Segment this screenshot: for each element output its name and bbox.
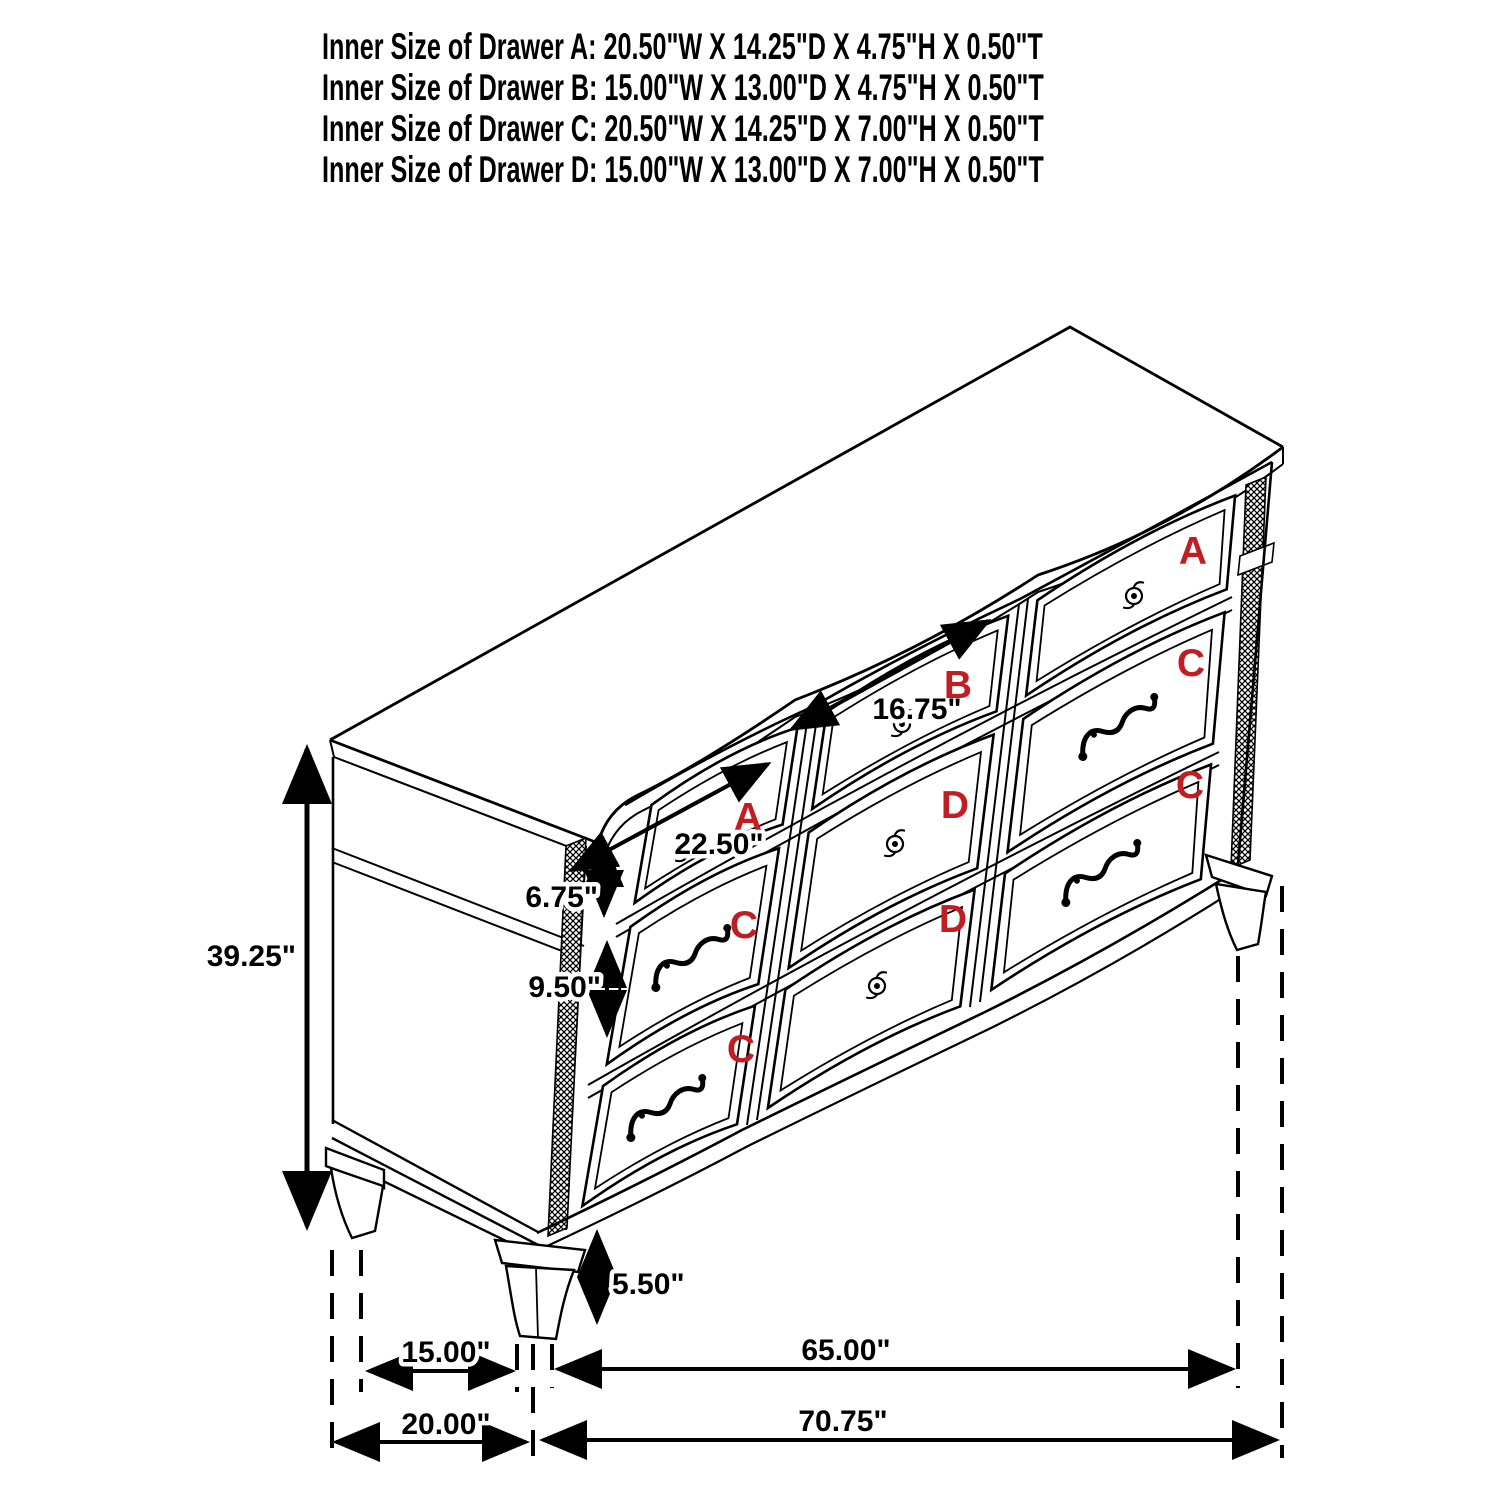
drawer-a-width-label: 22.50" — [674, 828, 764, 861]
label-left-bottom: C — [726, 1028, 756, 1071]
projection-lines — [332, 886, 1282, 1460]
right-pilaster — [1231, 477, 1266, 868]
overall-width-label: 70.75" — [798, 1405, 888, 1438]
label-middle-bottom: D — [938, 898, 968, 941]
front-leg-spacing-label: 65.00" — [801, 1334, 891, 1367]
tabletop-left-edge — [330, 740, 598, 843]
label-middle-middle: D — [940, 784, 970, 827]
label-right-middle: C — [1176, 642, 1206, 685]
lower-drawer-height-label: 9.50" — [528, 971, 601, 1004]
spec-line-drawer-a: Inner Size of Drawer A: 20.50"W X 14.25"D X 4.75"H X 0.50"T — [322, 26, 1043, 67]
spec-line-drawer-c: Inner Size of Drawer C: 20.50"W X 14.25"D X 7.00"H X 0.50"T — [322, 108, 1044, 149]
dimension-leg-height — [597, 1233, 685, 1321]
overall-depth-label: 20.00" — [401, 1408, 491, 1441]
drawer-b-width-label: 16.75" — [872, 693, 962, 726]
dimension-overall-width — [543, 1405, 1276, 1440]
dimension-overall-depth — [336, 1408, 526, 1442]
label-left-top: A — [733, 796, 763, 839]
dimension-front-leg-spacing — [558, 1334, 1232, 1369]
label-middle-top: B — [943, 664, 973, 707]
dimension-overall-height — [207, 749, 307, 1226]
dimension-side-leg-spacing — [369, 1336, 512, 1371]
side-leg-spacing-label: 15.00" — [401, 1336, 491, 1369]
label-right-top: A — [1178, 530, 1208, 573]
overall-height-label: 39.25" — [206, 940, 296, 973]
spec-line-drawer-b: Inner Size of Drawer B: 15.00"W X 13.00"D X 4.75"H X 0.50"T — [322, 67, 1044, 108]
front-left-leg-foot — [506, 1266, 574, 1339]
spec-line-drawer-d: Inner Size of Drawer D: 15.00"W X 13.00"D X 7.00"H X 0.50"T — [322, 149, 1044, 190]
label-right-bottom: C — [1175, 764, 1205, 807]
label-left-middle: C — [729, 904, 759, 947]
front-right-leg-foot — [1216, 884, 1266, 950]
top-drawer-height-label: 6.75" — [525, 881, 598, 914]
leg-height-label: 5.50" — [612, 1268, 685, 1301]
